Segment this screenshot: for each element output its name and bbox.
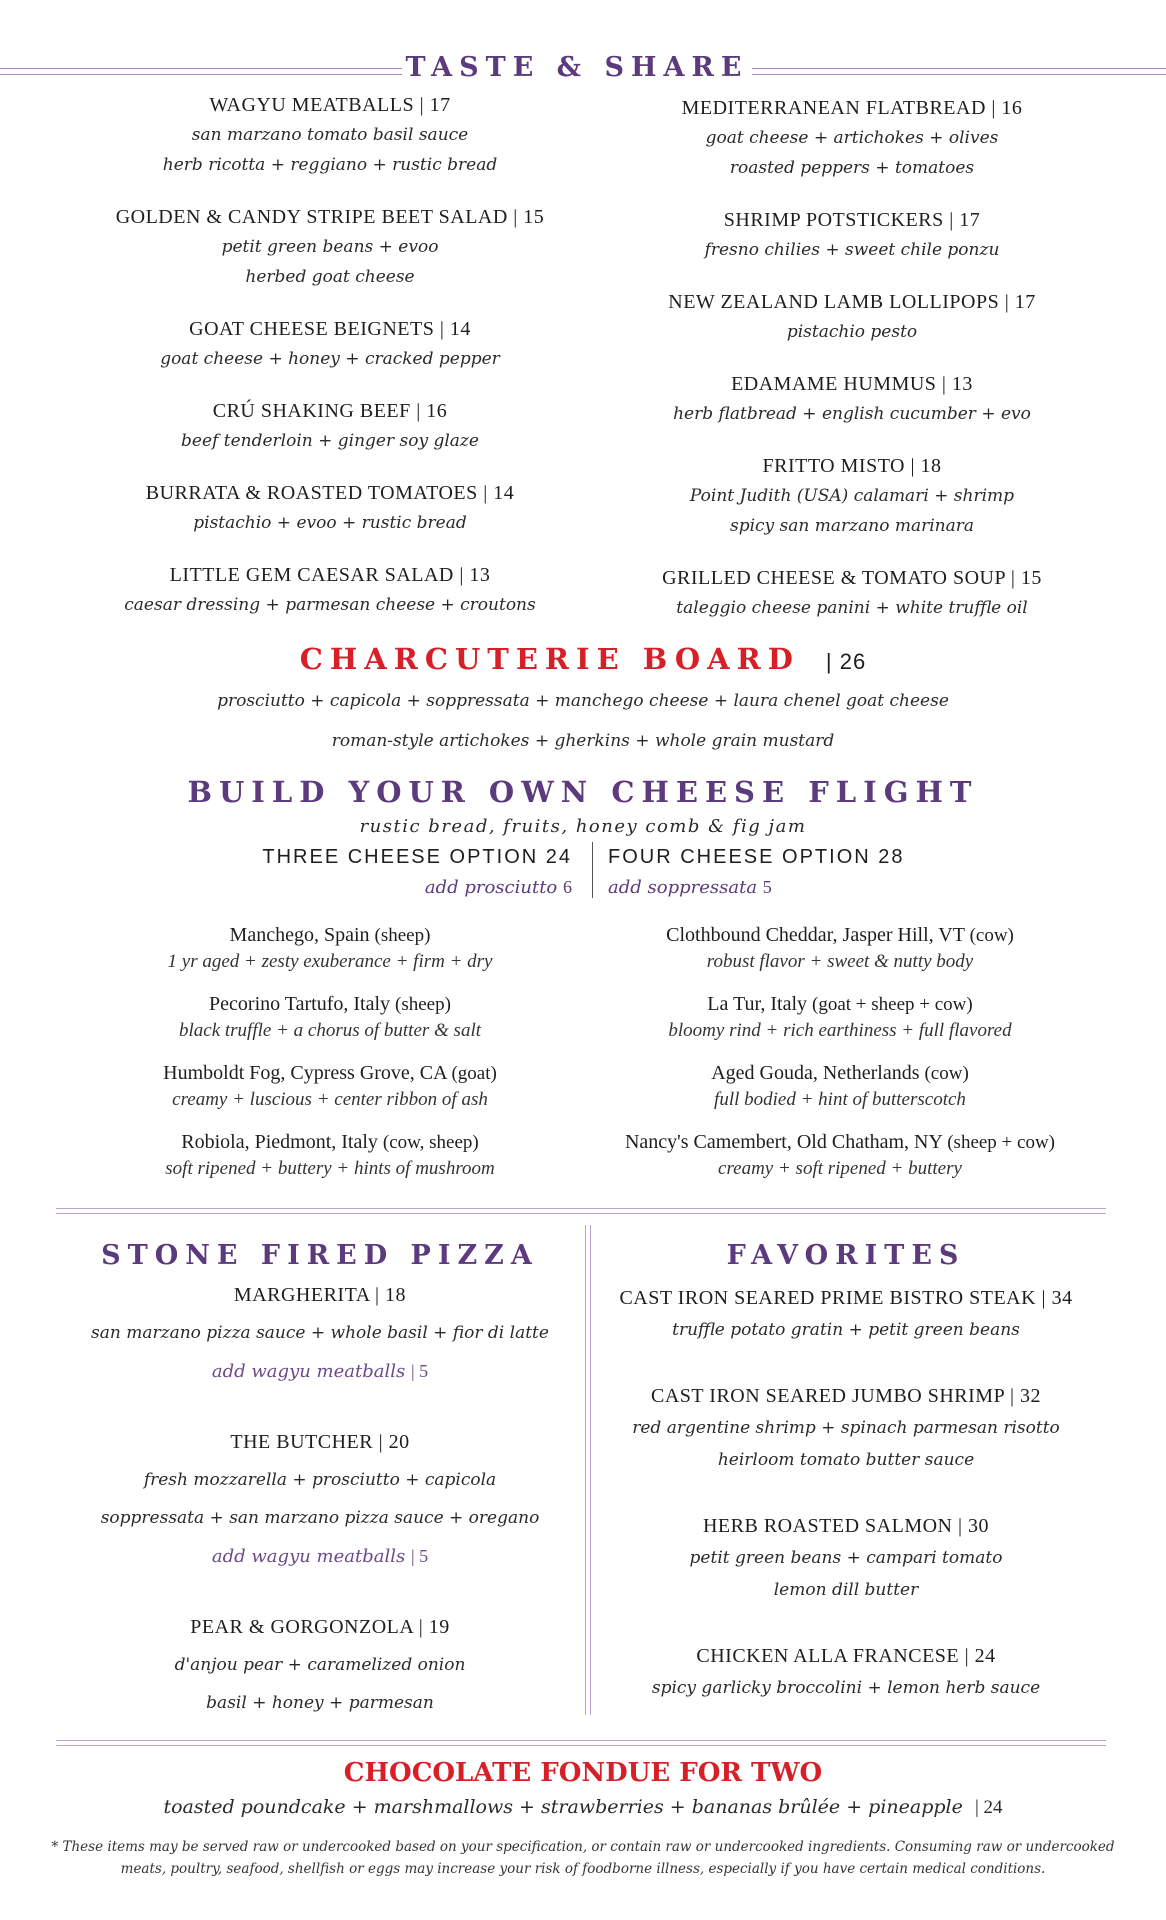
section-divider-bottom bbox=[56, 1740, 1106, 1746]
item-desc: petit green beans + campari tomato bbox=[689, 1548, 1003, 1568]
taste-share-left-column bbox=[80, 90, 580, 620]
cheese-milk: (cow) bbox=[969, 925, 1014, 946]
cheese-name: Manchego, Spain bbox=[229, 924, 370, 946]
header-rule-right bbox=[752, 68, 1166, 75]
addon-label: add wagyu meatballs bbox=[211, 1546, 406, 1567]
menu-item bbox=[80, 202, 580, 292]
menu-item bbox=[602, 451, 1102, 541]
cheese-desc: black truffle + a chorus of butter & salt bbox=[178, 1020, 482, 1041]
item-name: NEW ZEALAND LAMB LOLLIPOPS | 17 bbox=[668, 291, 1036, 313]
option-divider bbox=[592, 842, 593, 898]
addon-price: 5 bbox=[762, 877, 772, 897]
item-desc: goat cheese + honey + cracked pepper bbox=[160, 349, 500, 369]
item-desc: goat cheese + artichokes + olives bbox=[705, 128, 999, 148]
item-desc: caesar dressing + parmesan cheese + croutons bbox=[124, 595, 536, 615]
cheese-list-left bbox=[70, 922, 590, 1182]
pizza-title: STONE FIRED PIZZA bbox=[101, 1240, 539, 1271]
item-name: GOAT CHEESE BEIGNETS | 14 bbox=[189, 318, 471, 340]
cheese-item bbox=[580, 1129, 1100, 1182]
menu-item bbox=[602, 205, 1102, 265]
favorites-section bbox=[596, 1236, 1096, 1704]
cheese-milk: (sheep + cow) bbox=[947, 1132, 1056, 1153]
pizza-section bbox=[60, 1236, 580, 1722]
menu-item bbox=[80, 560, 580, 620]
item-desc: fresno chilies + sweet chile ponzu bbox=[704, 240, 1000, 260]
option-name: THREE CHEESE OPTION 24 bbox=[262, 846, 572, 868]
menu-item bbox=[80, 396, 580, 456]
charcuterie-section bbox=[0, 640, 1166, 761]
cheese-item bbox=[580, 922, 1100, 975]
fondue-price: | 24 bbox=[974, 1797, 1003, 1818]
item-name: HERB ROASTED SALMON | 30 bbox=[702, 1515, 990, 1537]
menu-item bbox=[596, 1640, 1096, 1704]
item-name: PEAR & GORGONZOLA | 19 bbox=[190, 1616, 450, 1638]
item-name: MARGHERITA | 18 bbox=[233, 1284, 407, 1306]
menu-item bbox=[596, 1380, 1096, 1476]
item-desc: san marzano tomato basil sauce bbox=[191, 125, 469, 145]
item-desc: spicy garlicky broccolini + lemon herb sauce bbox=[651, 1678, 1041, 1698]
cheese-item bbox=[70, 991, 590, 1044]
addon-price: 6 bbox=[563, 877, 572, 897]
item-name: FRITTO MISTO | 18 bbox=[762, 455, 942, 477]
cheese-milk: (sheep) bbox=[374, 925, 431, 946]
item-name: SHRIMP POTSTICKERS | 17 bbox=[723, 209, 981, 231]
charcuterie-heading bbox=[0, 640, 1166, 681]
item-desc: roasted peppers + tomatoes bbox=[729, 158, 975, 178]
option-addon bbox=[608, 872, 905, 903]
cheese-name: Robiola, Piedmont, Italy bbox=[181, 1131, 378, 1153]
item-name: GOLDEN & CANDY STRIPE BEET SALAD | 15 bbox=[115, 206, 545, 228]
menu-item bbox=[80, 314, 580, 374]
cheese-desc: full bodied + hint of butterscotch bbox=[714, 1089, 966, 1110]
cheese-name: Humboldt Fog, Cypress Grove, CA bbox=[163, 1062, 447, 1084]
menu-item bbox=[602, 369, 1102, 429]
menu-item bbox=[80, 478, 580, 538]
item-desc: red argentine shrimp + spinach parmesan risotto bbox=[632, 1418, 1060, 1438]
cheese-name: Nancy's Camembert, Old Chatham, NY bbox=[624, 1131, 943, 1153]
item-desc: soppressata + san marzano pizza sauce + oregano bbox=[100, 1508, 540, 1528]
addon-label: add soppressata bbox=[608, 877, 758, 898]
cheese-desc: creamy + luscious + center ribbon of ash bbox=[172, 1089, 488, 1110]
menu-item bbox=[602, 563, 1102, 623]
item-name: CAST IRON SEARED PRIME BISTRO STEAK | 34 bbox=[619, 1287, 1073, 1309]
cheese-flight-subtitle: rustic bread, fruits, honey comb & fig jam bbox=[359, 816, 807, 837]
item-name: GRILLED CHEESE & TOMATO SOUP | 15 bbox=[662, 567, 1042, 589]
item-name: WAGYU MEATBALLS | 17 bbox=[209, 94, 451, 116]
item-desc: herbed goat cheese bbox=[245, 267, 415, 287]
cheese-list-right bbox=[580, 922, 1100, 1182]
item-desc: Point Judith (USA) calamari + shrimp bbox=[689, 486, 1015, 506]
item-desc: san marzano pizza sauce + whole basil + fior di latte bbox=[91, 1323, 549, 1343]
addon-label: add wagyu meatballs bbox=[211, 1361, 406, 1382]
cheese-desc: creamy + soft ripened + buttery bbox=[718, 1158, 962, 1179]
item-desc: herb flatbread + english cucumber + evo bbox=[673, 404, 1031, 424]
cheese-desc: 1 yr aged + zesty exuberance + firm + dry bbox=[167, 951, 493, 972]
menu-item bbox=[602, 93, 1102, 183]
item-desc: taleggio cheese panini + white truffle oil bbox=[676, 598, 1028, 618]
cheese-milk: (goat) bbox=[451, 1063, 497, 1084]
cheese-flight-title: BUILD YOUR OWN CHEESE FLIGHT bbox=[187, 775, 979, 809]
item-name: CAST IRON SEARED JUMBO SHRIMP | 32 bbox=[651, 1385, 1041, 1407]
cheese-desc: soft ripened + buttery + hints of mushroom bbox=[165, 1158, 495, 1179]
taste-share-header bbox=[0, 50, 1166, 90]
pizza-addon bbox=[60, 1537, 580, 1576]
section-divider-top bbox=[56, 1208, 1106, 1214]
column-divider bbox=[585, 1225, 591, 1715]
cheese-desc: bloomy rind + rich earthiness + full flavored bbox=[668, 1020, 1012, 1041]
item-desc: spicy san marzano marinara bbox=[729, 516, 974, 536]
item-name: BURRATA & ROASTED TOMATOES | 14 bbox=[145, 482, 515, 504]
fondue-desc: toasted poundcake + marshmallows + strawberries + bananas brûlée + pineapple bbox=[163, 1796, 963, 1818]
menu-item bbox=[60, 1608, 580, 1722]
item-desc: pistachio pesto bbox=[786, 322, 918, 342]
cheese-milk: (cow) bbox=[924, 1063, 969, 1084]
addon-label: add prosciutto bbox=[424, 877, 558, 898]
addon-price: | 5 bbox=[410, 1361, 429, 1381]
menu-item bbox=[602, 287, 1102, 347]
menu-item bbox=[596, 1282, 1096, 1346]
charcuterie-price: | 26 bbox=[825, 649, 867, 674]
four-cheese-option bbox=[608, 842, 905, 903]
menu-item bbox=[60, 1276, 580, 1391]
cheese-flight-section bbox=[0, 772, 1166, 842]
item-desc: fresh mozzarella + prosciutto + capicola bbox=[143, 1470, 497, 1490]
fondue-section bbox=[0, 1755, 1166, 1824]
cheese-milk: (cow, sheep) bbox=[382, 1132, 479, 1153]
charcuterie-title: CHARCUTERIE BOARD bbox=[299, 642, 800, 676]
item-desc: basil + honey + parmesan bbox=[206, 1693, 434, 1713]
cheese-options bbox=[0, 842, 1166, 902]
addon-price: | 5 bbox=[410, 1546, 429, 1566]
item-desc: d'anjou pear + caramelized onion bbox=[174, 1655, 466, 1675]
taste-share-right-column bbox=[602, 93, 1102, 623]
cheese-name: La Tur, Italy bbox=[707, 993, 808, 1015]
menu-item bbox=[80, 90, 580, 180]
cheese-item bbox=[70, 922, 590, 975]
three-cheese-option bbox=[262, 842, 572, 903]
pizza-addon bbox=[60, 1352, 580, 1391]
cheese-item bbox=[580, 991, 1100, 1044]
item-desc: beef tenderloin + ginger soy glaze bbox=[181, 431, 479, 451]
menu-item bbox=[60, 1423, 580, 1576]
cheese-milk: (sheep) bbox=[395, 994, 451, 1015]
item-name: CHICKEN ALLA FRANCESE | 24 bbox=[696, 1645, 996, 1667]
item-name: LITTLE GEM CAESAR SALAD | 13 bbox=[169, 564, 491, 586]
item-name: MEDITERRANEAN FLATBREAD | 16 bbox=[681, 97, 1023, 119]
item-name: EDAMAME HUMMUS | 13 bbox=[731, 373, 973, 395]
cheese-item bbox=[70, 1060, 590, 1113]
item-desc: heirloom tomato butter sauce bbox=[717, 1450, 975, 1470]
cheese-desc: robust flavor + sweet & nutty body bbox=[706, 951, 974, 972]
item-desc: petit green beans + evoo bbox=[221, 237, 439, 257]
raw-food-disclaimer: * These items may be served raw or undercooked based on your specification, or contain raw or undercooked ingredients. Consuming raw or undercooked meats, poultry, seafood, shellfish or eggs may increase your risk of foodborne illness, especially if you have certain medical conditions. bbox=[51, 1839, 1115, 1877]
item-name: THE BUTCHER | 20 bbox=[230, 1431, 410, 1453]
item-desc: herb ricotta + reggiano + rustic bread bbox=[162, 155, 498, 175]
cheese-item bbox=[70, 1129, 590, 1182]
fondue-line bbox=[0, 1791, 1166, 1824]
menu-item bbox=[596, 1510, 1096, 1606]
option-addon bbox=[262, 872, 572, 903]
option-name: FOUR CHEESE OPTION 28 bbox=[608, 846, 905, 868]
favorites-title: FAVORITES bbox=[726, 1240, 966, 1271]
charcuterie-line: prosciutto + capicola + soppressata + manchego cheese + laura chenel goat cheese bbox=[217, 691, 949, 711]
item-desc: truffle potato gratin + petit green beans bbox=[672, 1320, 1020, 1340]
item-name: CRÚ SHAKING BEEF | 16 bbox=[212, 400, 448, 422]
item-desc: lemon dill butter bbox=[773, 1580, 919, 1600]
cheese-name: Clothbound Cheddar, Jasper Hill, VT bbox=[666, 924, 965, 946]
fondue-title: CHOCOLATE FONDUE FOR TWO bbox=[343, 1758, 823, 1788]
charcuterie-line: roman-style artichokes + gherkins + whole grain mustard bbox=[331, 731, 835, 751]
item-desc: pistachio + evoo + rustic bread bbox=[193, 513, 467, 533]
cheese-name: Aged Gouda, Netherlands bbox=[711, 1062, 920, 1084]
taste-share-title: TASTE & SHARE bbox=[405, 52, 749, 83]
header-rule-left bbox=[0, 68, 402, 75]
cheese-name: Pecorino Tartufo, Italy bbox=[209, 993, 391, 1015]
cheese-item bbox=[580, 1060, 1100, 1113]
cheese-milk: (goat + sheep + cow) bbox=[812, 994, 973, 1015]
